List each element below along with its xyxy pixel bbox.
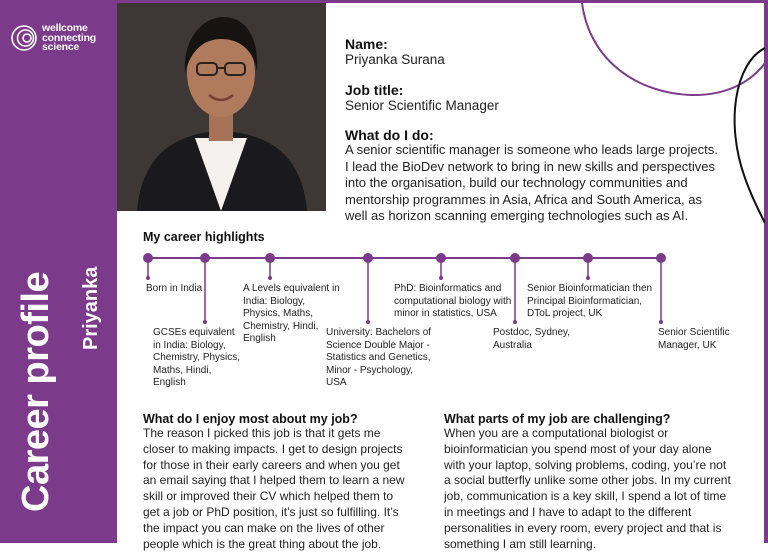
timeline-end-dot [659,320,663,324]
timeline-end-dot [146,276,150,280]
highlight-university: University: Bachelors of Science Double Major - Statistics and Genetics, Minor - Psychology, USA [326,327,432,388]
job-title-label: Job title: [345,82,404,98]
timeline-end-dot [513,320,517,324]
profile-photo [117,3,326,211]
career-profile-title: Career profile [15,271,57,512]
job-title-value: Senior Scientific Manager [345,98,499,113]
enjoy-title: What do I enjoy most about my job? [143,412,358,426]
challenging-text: When you are a computational biologist or bioinformatician you spend most of your day alone with your laptop, solving problems, coding, you’re not a social butterfly unlike some other jobs. In my current job, communication is a key skill, I spend a lot of time in meetings and I have to adapt to the different personalities in every room, every project and that is something I am still learning. [444,426,731,551]
what-do-i-do-text: A senior scientific manager is someone who leads large projects. I lead the BioDev network to bring in new skills and perspectives into the organisation, build our technology communities and mentorship programmes in Asia, Africa and South America, as well as horizon scanning emerging technologies such as AI. [345,142,718,223]
career-highlights-title: My career highlights [143,230,265,244]
sidebar [0,0,117,543]
challenging-title: What parts of my job are challenging? [444,412,671,426]
portrait-illustration [117,3,326,211]
timeline-end-dot [586,276,590,280]
timeline-dot [363,253,373,263]
timeline-dot [436,253,446,263]
timeline-end-dot [439,276,443,280]
enjoy-text: The reason I picked this job is that it gets me closer to making impacts. I get to design projects for those in their early careers and when you get an email saying that I helped them to learn a new skill or improved their CV which helped them to get a job or PhD position, it’s just so fulfilling. It’s the impact you can make on the lives of other people which is the great thing about the job. [143,426,405,551]
highlight-senior-scientific-manager: Senior Scientific Manager, UK [658,327,730,351]
highlight-senior-bioinformatician: Senior Bioinformatician then Principal Bioinformatician, DToL project, UK [527,283,653,319]
highlight-phd: PhD: Bioinformatics and computational biology with minor in statistics, USA [394,283,512,319]
profile-name-vertical: Priyanka [80,266,102,350]
timeline-end-dot [268,276,272,280]
logo-text [42,24,96,53]
highlight-born-in-india: Born in India [146,283,203,294]
highlight-postdoc: Postdoc, Sydney, Australia [493,327,571,351]
timeline-dot [143,253,153,263]
timeline-dot [265,253,275,263]
timeline-dot [510,253,520,263]
highlight-gcses: GCSEs equivalent in India: Biology, Chemistry, Physics, Maths, Hindi, English [153,327,241,388]
name-value: Priyanka Surana [345,52,445,67]
logo-line-2: connecting [42,31,97,44]
timeline-dot [583,253,593,263]
logo-line-3: science [42,41,80,53]
highlight-a-levels: A Levels equivalent in India: Biology, Physics, Maths, Chemistry, Hindi, English [243,283,340,344]
timeline-end-dot [203,320,207,324]
what-do-i-do-label: What do I do: [345,127,434,143]
name-label: Name: [345,36,388,52]
wellcome-logo[interactable] [10,24,96,53]
timeline-end-dot [366,320,370,324]
timeline-dot [656,253,666,263]
logo-line-1: wellcome [42,22,88,34]
logo-circles-icon [10,24,38,52]
timeline-dot [200,253,210,263]
